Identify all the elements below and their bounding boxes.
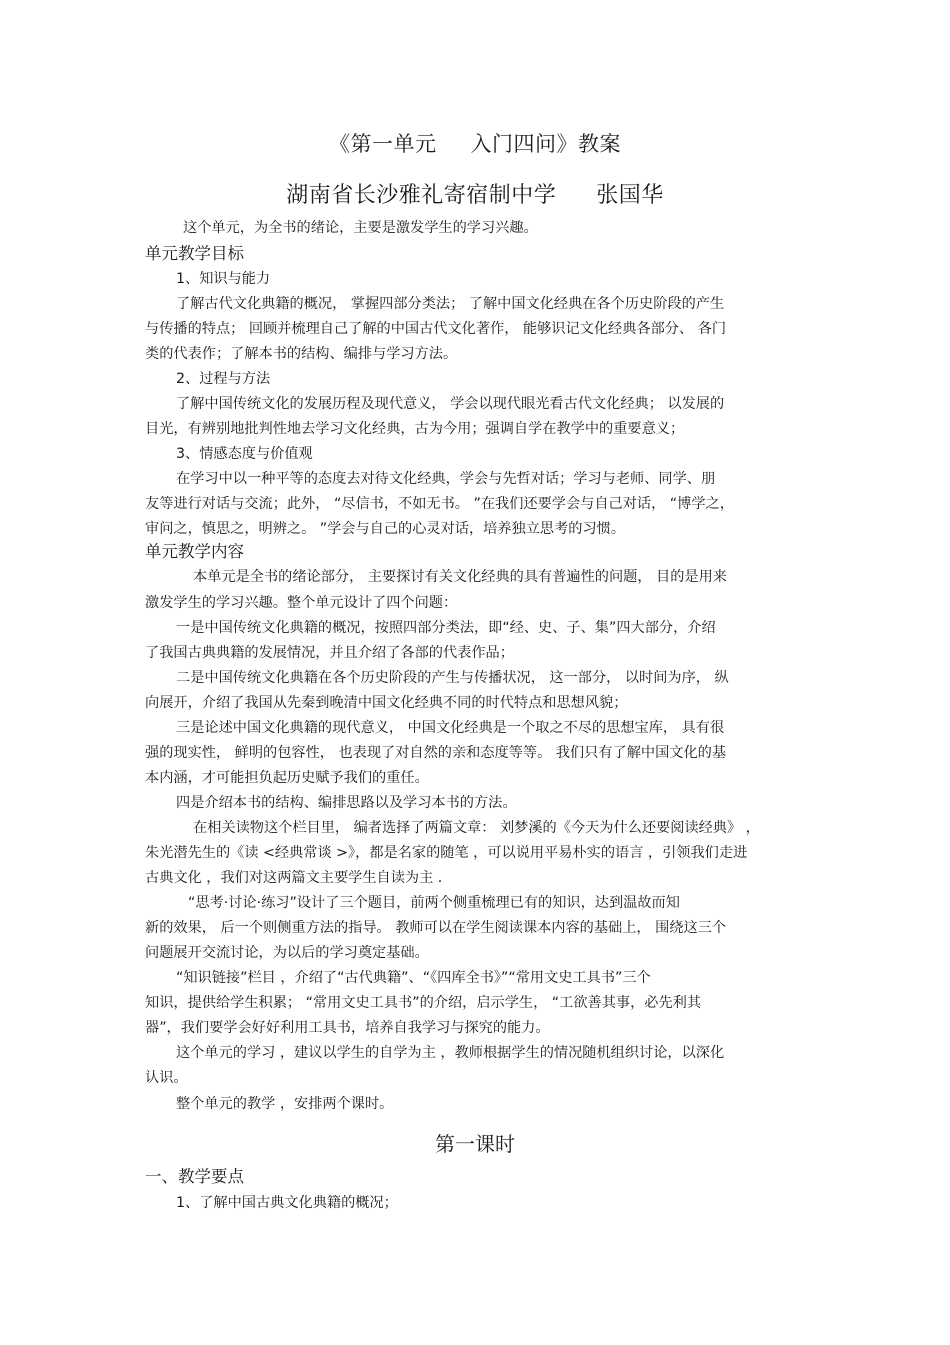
content-line: “思考·讨论·练习”设计了三个题目，前两个侧重梳理已有的知识，达到温故而知	[188, 895, 680, 911]
goal2-line: 目光，有辨别地批判性地去学习文化经典，古为今用；强调自学在教学中的重要意义；	[145, 421, 685, 437]
content-line: 问题展开交流讨论，为以后的学习奠定基础。	[145, 945, 429, 961]
document-subtitle	[0, 178, 950, 209]
goal1-line: 了解古代文化典籍的概况， 掌握四部分类法； 了解中国文化经典在各个历史阶段的产生	[176, 296, 725, 312]
goal1-line: 与传播的特点； 回顾并梳理自己了解的中国古代文化著作， 能够识记文化经典各部分、 各门	[145, 321, 727, 337]
content-line: 器”，我们要学会好好利用工具书，培养自我学习与探究的能力。	[145, 1020, 550, 1036]
content-line: 了我国古典典籍的发展情况，并且介绍了各部的代表作品；	[145, 645, 514, 661]
content-line: 整个单元的教学 ，安排两个课时。	[176, 1096, 394, 1112]
lesson-section-heading: 一、教学要点	[145, 1167, 244, 1186]
content-line: 知识，提供给学生积累； “常用文史工具书”的介绍，启示学生， “工欲善其事，必先利其	[145, 995, 702, 1011]
content-line: 古典文化 ，我们对这两篇文主要学生自读为主 .	[145, 870, 443, 886]
document-title	[0, 128, 950, 158]
content-line: 强的现实性， 鲜明的包容性， 也表现了对自然的亲和态度等等。 我们只有了解中国文化的基	[145, 745, 727, 761]
school-name: 湖南省长沙雅礼寄宿制中学	[286, 183, 557, 208]
content-line: 二是中国传统文化典籍在各个历史阶段的产生与传播状况， 这一部分， 以时间为序， 纵	[176, 670, 729, 686]
goal3-line: 审问之，慎思之，明辨之。 ”学会与自己的心灵对话，培养独立思考的习惯。	[145, 521, 626, 537]
section-heading-goals: 单元教学目标	[145, 244, 244, 263]
content-line: 认识。	[145, 1070, 188, 1086]
goal3-heading: 3、情感态度与价值观	[176, 446, 313, 462]
content-line: 本内涵，才可能担负起历史赋予我们的重任。	[145, 770, 429, 786]
intro-paragraph: 这个单元，为全书的绪论，主要是激发学生的学习兴趣。	[183, 220, 538, 236]
goal1-heading: 1、知识与能力	[176, 271, 271, 287]
goal2-line: 了解中国传统文化的发展历程及现代意义， 学会以现代眼光看古代文化经典； 以发展的	[176, 396, 725, 412]
content-line: 三是论述中国文化典籍的现代意义， 中国文化经典是一个取之不尽的思想宝库， 具有很	[176, 720, 725, 736]
content-line: 朱光潜先生的《读 <经典常谈 >》，都是名家的随笔 ，可以说用平易朴实的语言 ，引领我们走进	[145, 845, 748, 861]
content-line: 激发学生的学习兴趣。整个单元设计了四个问题：	[145, 595, 458, 611]
section-heading-content: 单元教学内容	[145, 542, 244, 561]
content-line: 一是中国传统文化典籍的概况，按照四部分类法，即“经、史、子、集”四大部分，介绍	[176, 620, 716, 636]
goal2-heading: 2、过程与方法	[176, 371, 271, 387]
content-line: 这个单元的学习 ，建议以学生的自学为主 ，教师根据学生的情况随机组织讨论，以深化	[176, 1045, 725, 1061]
author-name: 张国华	[596, 183, 664, 208]
content-line: 四是介绍本书的结构、编排思路以及学习本书的方法。	[176, 795, 517, 811]
goal3-line: 在学习中以一种平等的态度去对待文化经典，学会与先哲对话；学习与老师、同学、朋	[176, 471, 716, 487]
content-line: 向展开，介绍了我国从先秦到晚清中国文化经典不同的时代特点和思想风貌；	[145, 695, 628, 711]
goal1-line: 类的代表作；了解本书的结构、编排与学习方法。	[145, 346, 458, 362]
content-line: “知识链接”栏目 ，介绍了“古代典籍”、“《四库全书》”“常用文史工具书”三个	[176, 970, 651, 986]
content-line: 新的效果， 后一个则侧重方法的指导。 教师可以在学生阅读课本内容的基础上， 围绕这三个	[145, 920, 727, 936]
content-line: 本单元是全书的绪论部分， 主要探讨有关文化经典的具有普遍性的问题， 目的是用来	[193, 569, 727, 585]
title-part-2: 入门四问》教案	[470, 132, 621, 156]
lesson-point: 1、了解中国古典文化典籍的概况；	[176, 1195, 398, 1211]
title-part-1: 《第一单元	[329, 132, 437, 156]
lesson-title: 第一课时	[435, 1132, 515, 1156]
content-line: 在相关读物这个栏目里， 编者选择了两篇文章： 刘梦溪的《今天为什么还要阅读经典》 ，	[193, 820, 760, 836]
goal3-line: 友等进行对话与交流；此外， “尽信书，不如无书。 ”在我们还要学会与自己对话， “博学之，	[145, 496, 734, 512]
